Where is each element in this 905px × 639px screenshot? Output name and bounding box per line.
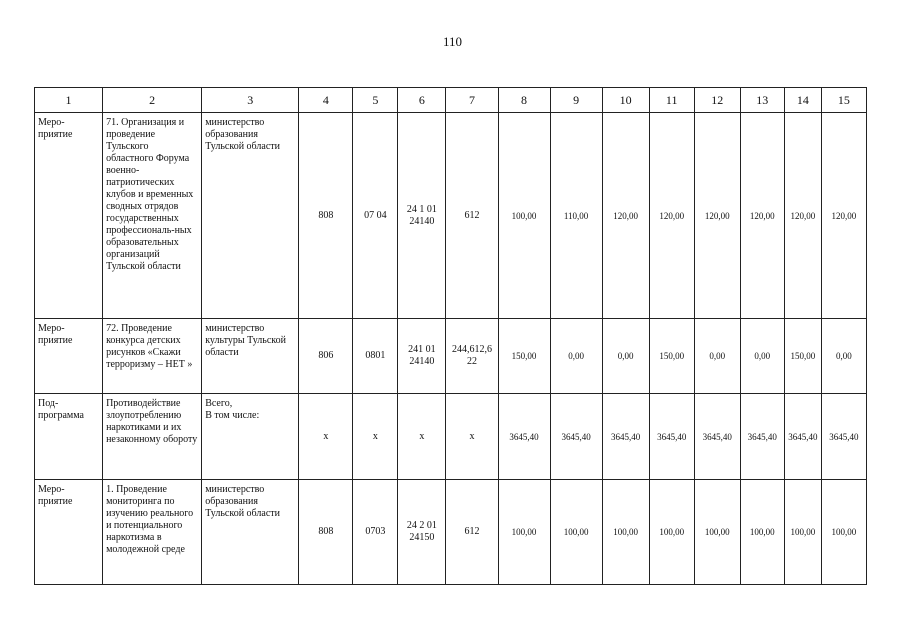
row-amount-cell: 0,00 <box>550 319 602 394</box>
row-amount-cell: 100,00 <box>694 480 740 585</box>
row-amount-cell: 3645,40 <box>821 394 866 480</box>
row-amount-cell: 100,00 <box>498 113 550 319</box>
row-amount-cell: 100,00 <box>740 480 784 585</box>
row-amount-cell: 150,00 <box>784 319 821 394</box>
row-executor-cell: министерство образования Тульской области <box>202 113 299 319</box>
scan-speck <box>891 248 892 249</box>
header-cell: 3 <box>202 88 299 113</box>
header-cell: 1 <box>35 88 103 113</box>
row-type-cell: Меро- приятие <box>35 113 103 319</box>
row-amount-cell: 100,00 <box>550 480 602 585</box>
row-executor-cell: Всего, В том числе: <box>202 394 299 480</box>
header-cell: 12 <box>694 88 740 113</box>
row-section-cell: 07 04 <box>353 113 398 319</box>
row-code-cell: 808 <box>299 480 353 585</box>
header-cell: 7 <box>446 88 498 113</box>
header-cell: 2 <box>103 88 202 113</box>
row-amount-cell: 120,00 <box>602 113 649 319</box>
row-amount-cell: 100,00 <box>649 480 694 585</box>
row-target-cell: 241 01 24140 <box>398 319 446 394</box>
row-amount-cell: 120,00 <box>821 113 866 319</box>
row-amount-cell: 150,00 <box>649 319 694 394</box>
row-amount-cell: 120,00 <box>784 113 821 319</box>
row-name-cell: Противодействие злоупотреблению наркотиками и их незаконному обороту <box>103 394 202 480</box>
table-row <box>35 480 867 585</box>
page-number: 110 <box>442 34 463 49</box>
row-amount-cell: 120,00 <box>740 113 784 319</box>
row-amount-cell: 0,00 <box>694 319 740 394</box>
row-amount-cell: 110,00 <box>550 113 602 319</box>
header-cell: 9 <box>550 88 602 113</box>
row-amount-cell: 100,00 <box>602 480 649 585</box>
header-cell: 5 <box>353 88 398 113</box>
row-type-cell: Меро- приятие <box>35 319 103 394</box>
row-amount-cell: 3645,40 <box>694 394 740 480</box>
row-amount-cell: 120,00 <box>649 113 694 319</box>
table-header-row <box>35 88 867 113</box>
table-row <box>35 113 867 319</box>
row-target-cell: 24 1 01 24140 <box>398 113 446 319</box>
budget-table <box>34 87 867 585</box>
row-target-cell: х <box>398 394 446 480</box>
row-name-cell: 72. Проведение конкурса детских рисунков «Скажи терроризму – НЕТ » <box>103 319 202 394</box>
row-kind-cell: 612 <box>446 480 498 585</box>
row-amount-cell: 0,00 <box>740 319 784 394</box>
row-amount-cell: 100,00 <box>784 480 821 585</box>
header-cell: 10 <box>602 88 649 113</box>
row-name-cell: 71. Организация и проведение Тульского областного Форума военно-патриотических клубов и временных сводных отрядов государственных профессиональ-ных образовательных организаций Тульской области <box>103 113 202 319</box>
header-cell: 6 <box>398 88 446 113</box>
row-amount-cell: 3645,40 <box>784 394 821 480</box>
row-code-cell: 806 <box>299 319 353 394</box>
row-amount-cell: 120,00 <box>694 113 740 319</box>
row-amount-cell: 100,00 <box>821 480 866 585</box>
row-amount-cell: 100,00 <box>498 480 550 585</box>
row-section-cell: х <box>353 394 398 480</box>
row-kind-cell: х <box>446 394 498 480</box>
header-cell: 14 <box>784 88 821 113</box>
row-type-cell: Меро- приятие <box>35 480 103 585</box>
header-cell: 15 <box>821 88 866 113</box>
header-cell: 11 <box>649 88 694 113</box>
row-code-cell: 808 <box>299 113 353 319</box>
row-amount-cell: 3645,40 <box>740 394 784 480</box>
table-row <box>35 394 867 480</box>
row-kind-cell: 612 <box>446 113 498 319</box>
row-amount-cell: 3645,40 <box>498 394 550 480</box>
row-amount-cell: 150,00 <box>498 319 550 394</box>
row-section-cell: 0703 <box>353 480 398 585</box>
row-type-cell: Под- программа <box>35 394 103 480</box>
row-amount-cell: 0,00 <box>821 319 866 394</box>
header-cell: 13 <box>740 88 784 113</box>
row-amount-cell: 3645,40 <box>602 394 649 480</box>
row-code-cell: х <box>299 394 353 480</box>
row-executor-cell: министерство культуры Тульской области <box>202 319 299 394</box>
row-executor-cell: министерство образования Тульской области <box>202 480 299 585</box>
row-target-cell: 24 2 01 24150 <box>398 480 446 585</box>
row-amount-cell: 3645,40 <box>649 394 694 480</box>
header-cell: 4 <box>299 88 353 113</box>
row-amount-cell: 0,00 <box>602 319 649 394</box>
row-name-cell: 1. Проведение мониторинга по изучению реального и потенциального наркотизма в молодежной среде <box>103 480 202 585</box>
table-row <box>35 319 867 394</box>
row-amount-cell: 3645,40 <box>550 394 602 480</box>
row-kind-cell: 244,612,6 22 <box>446 319 498 394</box>
header-cell: 8 <box>498 88 550 113</box>
row-section-cell: 0801 <box>353 319 398 394</box>
